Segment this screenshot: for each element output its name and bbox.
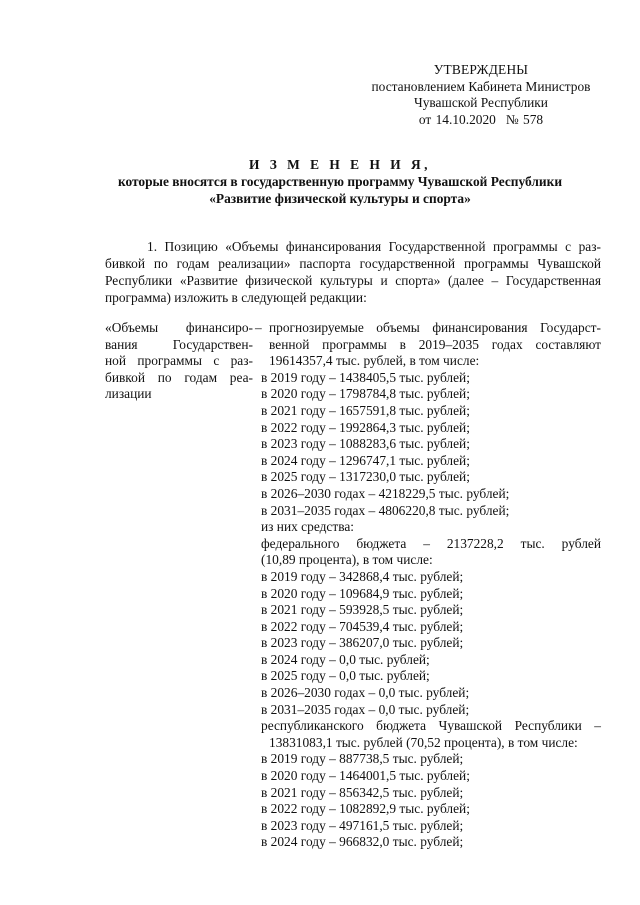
document-subtitle-line1: которые вносятся в государственную программу Чувашской Республики <box>117 174 563 189</box>
total-year-row: в 2023 году – 1088283,6 тыс. рублей; <box>261 436 470 452</box>
federal-year-row: в 2031–2035 годах – 0,0 тыс. рублей; <box>261 701 470 717</box>
republic-budget-line: 13831083,1 тыс. рублей (70,52 процента), в том числе: <box>269 734 578 750</box>
value-line: 19614357,4 тыс. рублей, в том числе: <box>269 353 480 369</box>
republic-budget-line: республиканского бюджета Чувашской Республики – <box>261 718 601 734</box>
total-year-row: в 2019 году – 1438405,5 тыс. рублей; <box>261 369 470 385</box>
federal-year-row: в 2021 году – 593928,5 тыс. рублей; <box>261 602 464 618</box>
federal-budget-line: федерального бюджета – 2137228,2 тыс. рублей <box>261 535 601 551</box>
republic-year-row: в 2020 году – 1464001,5 тыс. рублей; <box>261 768 470 784</box>
total-year-row: в 2026–2030 годах – 4218229,5 тыс. рублей; <box>261 485 510 501</box>
approval-date: от 14.10.2020 <box>418 111 496 127</box>
republic-year-row: в 2021 году – 856342,5 тыс. рублей; <box>261 784 464 800</box>
approval-stamp <box>362 62 600 128</box>
label-line: лизации <box>105 386 152 402</box>
paragraph-line: программа) изложить в следующей редакции: <box>105 290 367 305</box>
republic-year-row: в 2022 году – 1082892,9 тыс. рублей; <box>261 801 470 817</box>
document-subtitle-line2: «Развитие физической культуры и спорта» <box>209 191 471 206</box>
approval-number: № 578 <box>505 111 544 127</box>
approval-line-republic: Чувашской Республики <box>414 95 548 110</box>
label-line: бивкой по годам реа- <box>105 369 253 385</box>
label-line: «Объемы финансиро- <box>105 320 253 335</box>
total-year-row: в 2031–2035 годах – 4806220,8 тыс. рублей; <box>261 502 510 518</box>
label-line: ной программы с раз- <box>105 353 253 369</box>
approval-date-line <box>362 112 600 129</box>
federal-year-row: в 2023 году – 386207,0 тыс. рублей; <box>261 635 464 651</box>
republic-year-row: в 2023 году – 497161,5 тыс. рублей; <box>261 817 464 833</box>
approval-title: УТВЕРЖДЕНЫ <box>433 62 529 77</box>
of-them-line: из них средства: <box>261 519 355 535</box>
financing-label-column <box>105 320 253 403</box>
paragraph-line: 1. Позицию «Объемы финансирования Государственной программы с раз- <box>147 239 601 254</box>
label-line: вания Государствен- <box>105 336 253 352</box>
total-year-row: в 2020 году – 1798784,8 тыс. рублей; <box>261 386 470 402</box>
intro-paragraph <box>105 238 601 306</box>
total-year-row: в 2021 году – 1657591,8 тыс. рублей; <box>261 402 470 418</box>
paragraph-line: Республики «Развитие физической культуры и спорта» (далее – Государственная <box>105 273 601 288</box>
republic-year-row: в 2024 году – 966832,0 тыс. рублей; <box>261 834 464 850</box>
column-dash: – <box>255 320 262 335</box>
federal-year-row: в 2026–2030 годах – 0,0 тыс. рублей; <box>261 685 470 701</box>
total-year-row: в 2024 году – 1296747,1 тыс. рублей; <box>261 452 470 468</box>
value-line: венной программы в 2019–2035 годах составляют <box>269 336 601 352</box>
federal-year-row: в 2022 году – 704539,4 тыс. рублей; <box>261 618 464 634</box>
federal-year-row: в 2020 году – 109684,9 тыс. рублей; <box>261 585 464 601</box>
financing-value-column <box>261 320 601 851</box>
value-line: прогнозируемые объемы финансирования Государст- <box>269 320 601 335</box>
document-title: И З М Е Н Е Н И Я, <box>248 157 432 172</box>
approval-line-cabinet: постановлением Кабинета Министров <box>371 78 591 94</box>
republic-year-row: в 2019 году – 887738,5 тыс. рублей; <box>261 751 464 767</box>
total-year-row: в 2025 году – 1317230,0 тыс. рублей; <box>261 469 470 485</box>
federal-budget-line: (10,89 процента), в том числе: <box>261 552 433 568</box>
document-header <box>80 156 600 207</box>
total-year-row: в 2022 году – 1992864,3 тыс. рублей; <box>261 419 470 435</box>
federal-year-row: в 2024 году – 0,0 тыс. рублей; <box>261 651 430 667</box>
federal-year-row: в 2025 году – 0,0 тыс. рублей; <box>261 668 430 684</box>
federal-year-row: в 2019 году – 342868,4 тыс. рублей; <box>261 568 464 584</box>
paragraph-line: бивкой по годам реализации» паспорта государственной программы Чувашской <box>105 256 601 271</box>
